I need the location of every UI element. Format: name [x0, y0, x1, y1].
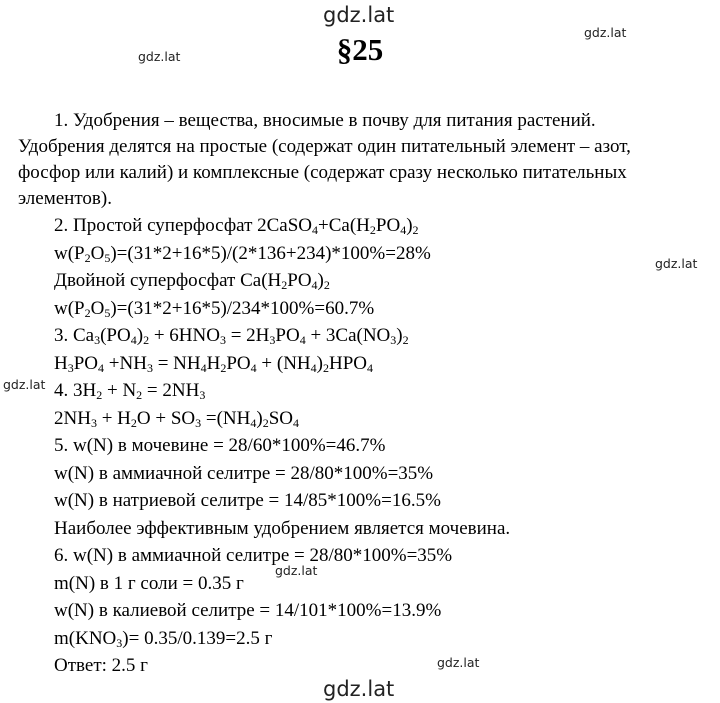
subscript: 3 [90, 415, 97, 430]
text-segment: 3. Ca [54, 325, 95, 346]
subscript: 4 [310, 360, 317, 375]
subscript: 2 [323, 278, 330, 292]
text-segment: +NH [104, 352, 147, 374]
solution-line [54, 405, 510, 433]
solution-lines [54, 212, 510, 680]
solution-line [54, 487, 510, 515]
watermark-bottom: gdz.lat [323, 677, 395, 701]
text-segment: PO [226, 352, 251, 374]
watermark-top-left: gdz.lat [138, 49, 181, 64]
text-segment: SO [268, 407, 293, 429]
text-segment: = NH [152, 352, 201, 374]
text-segment: Двойной суперфосфат Ca(H [54, 270, 282, 291]
text-segment: ) [317, 270, 324, 291]
subscript: 4 [200, 360, 207, 375]
subscript: 2 [143, 333, 150, 347]
paragraph-line: Удобрения делятся на простые (содержат один питательный элемент – азот, [18, 136, 631, 157]
text-segment: Ответ: 2.5 г [54, 655, 148, 676]
subscript: 4 [293, 415, 299, 430]
text-segment: H [206, 352, 221, 374]
solution-line [54, 597, 510, 625]
text-segment: ) [256, 407, 263, 429]
text-segment: O + SO [136, 407, 196, 429]
subscript: 2 [96, 388, 103, 402]
subscript: 3 [199, 388, 206, 402]
watermark-top: gdz.lat [323, 3, 395, 27]
text-segment: ) [406, 215, 413, 236]
text-segment: )= 0.35/0.139=2.5 г [122, 627, 273, 649]
text-segment: 2NH [54, 407, 91, 429]
text-segment: + H [96, 407, 131, 429]
subscript: 3 [195, 415, 202, 430]
solution-line [54, 267, 510, 295]
definition-paragraph [18, 108, 687, 212]
subscript: 4 [299, 333, 306, 347]
subscript: 2 [136, 388, 143, 402]
solution-line [54, 542, 510, 570]
subscript: 4 [400, 223, 407, 237]
text-segment: 6. w(N) в аммиачной селитре = 28/80*100%=35% [54, 545, 453, 566]
text-segment: PO [73, 352, 99, 374]
subscript: 4 [367, 360, 373, 375]
solution-line [54, 432, 510, 460]
watermark-middle: gdz.lat [275, 563, 318, 578]
text-segment: w(N) в аммиачной селитре = 28/80*100%=35% [54, 462, 434, 484]
text-segment: + 6HNO [149, 325, 220, 346]
subscript: 2 [281, 278, 288, 292]
paragraph-line: элементов). [18, 188, 112, 209]
text-segment: + 3Ca(NO [305, 325, 391, 346]
text-segment: 2. Простой суперфосфат 2CaSO [54, 215, 313, 236]
text-segment: PO [375, 215, 401, 236]
text-segment: m(N) в 1 г соли = 0.35 г [54, 572, 244, 594]
text-segment: ) [316, 352, 323, 374]
text-segment: m(KNO [54, 627, 117, 649]
subscript: 2 [262, 415, 269, 430]
subscript: 4 [250, 415, 257, 430]
solution-line [54, 652, 510, 680]
text-segment: Наиболее эффективным удобрением является мочевина. [54, 517, 511, 539]
solution-line [54, 515, 510, 543]
text-segment: w(P [54, 297, 85, 319]
subscript: 2 [402, 333, 409, 347]
solution-line [54, 322, 510, 350]
subscript: 3 [94, 333, 101, 347]
text-segment: ) [396, 325, 403, 346]
text-segment: O [90, 242, 105, 264]
watermark-top-right: gdz.lat [584, 25, 627, 40]
text-segment: = 2NH [142, 380, 200, 401]
subscript: 5 [104, 250, 111, 265]
subscript: 3 [219, 333, 226, 347]
text-segment: = 2H [225, 325, 270, 346]
subscript: 2 [84, 305, 91, 320]
subscript: 2 [84, 250, 91, 265]
subscript: 4 [98, 360, 105, 375]
text-segment: + (NH [256, 352, 311, 374]
text-segment: w(N) в калиевой селитре = 14/101*100%=13.9% [54, 600, 442, 621]
subscript: 3 [67, 360, 74, 375]
solution-line [54, 350, 510, 378]
subscript: 2 [130, 415, 137, 430]
subscript: 3 [116, 635, 123, 650]
text-segment: )=(31*2+16*5)/(2*136+234)*100%=28% [110, 242, 431, 264]
subscript: 2 [322, 360, 329, 375]
solution-line [54, 295, 510, 323]
text-segment: (PO [100, 325, 131, 346]
text-segment: )=(31*2+16*5)/234*100%=60.7% [110, 297, 375, 319]
solution-line [54, 377, 510, 405]
text-segment: PO [275, 325, 300, 346]
text-segment: + N [102, 380, 137, 401]
solution-line [54, 625, 510, 653]
section-title: §25 [336, 32, 384, 67]
subscript: 3 [269, 333, 276, 347]
text-segment: 4. 3H [54, 380, 97, 401]
text-segment: H [54, 352, 68, 374]
solution-line [54, 240, 510, 268]
text-segment: 5. w(N) в мочевине = 28/60*100%=46.7% [54, 435, 386, 456]
paragraph-line: 1. Удобрения – вещества, вносимые в почву для питания растений. [54, 110, 596, 131]
subscript: 4 [130, 333, 137, 347]
subscript: 4 [250, 360, 257, 375]
text-segment: w(N) в натриевой селитре = 14/85*100%=16.5% [54, 490, 441, 511]
text-segment: HPO [328, 352, 367, 374]
text-segment: +Ca(H [318, 215, 370, 236]
text-segment: w(P [54, 242, 85, 264]
text-segment: PO [287, 270, 312, 291]
solution-line [54, 212, 510, 240]
subscript: 3 [146, 360, 153, 375]
text-segment: =(NH [201, 407, 251, 429]
subscript: 3 [390, 333, 397, 347]
subscript: 2 [369, 223, 376, 237]
solution-line [54, 460, 510, 488]
subscript: 2 [220, 360, 227, 375]
solution-line [54, 570, 510, 598]
subscript: 4 [312, 223, 319, 237]
watermark-bottom-right: gdz.lat [437, 655, 480, 670]
subscript: 4 [311, 278, 318, 292]
text-segment: O [90, 297, 105, 319]
watermark-left: gdz.lat [3, 377, 46, 392]
watermark-right: gdz.lat [655, 256, 698, 271]
subscript: 2 [412, 223, 419, 237]
paragraph-line: фосфор или калий) и комплексные (содержат сразу несколько питательных [18, 162, 627, 183]
subscript: 5 [104, 305, 111, 320]
text-segment: ) [136, 325, 144, 346]
